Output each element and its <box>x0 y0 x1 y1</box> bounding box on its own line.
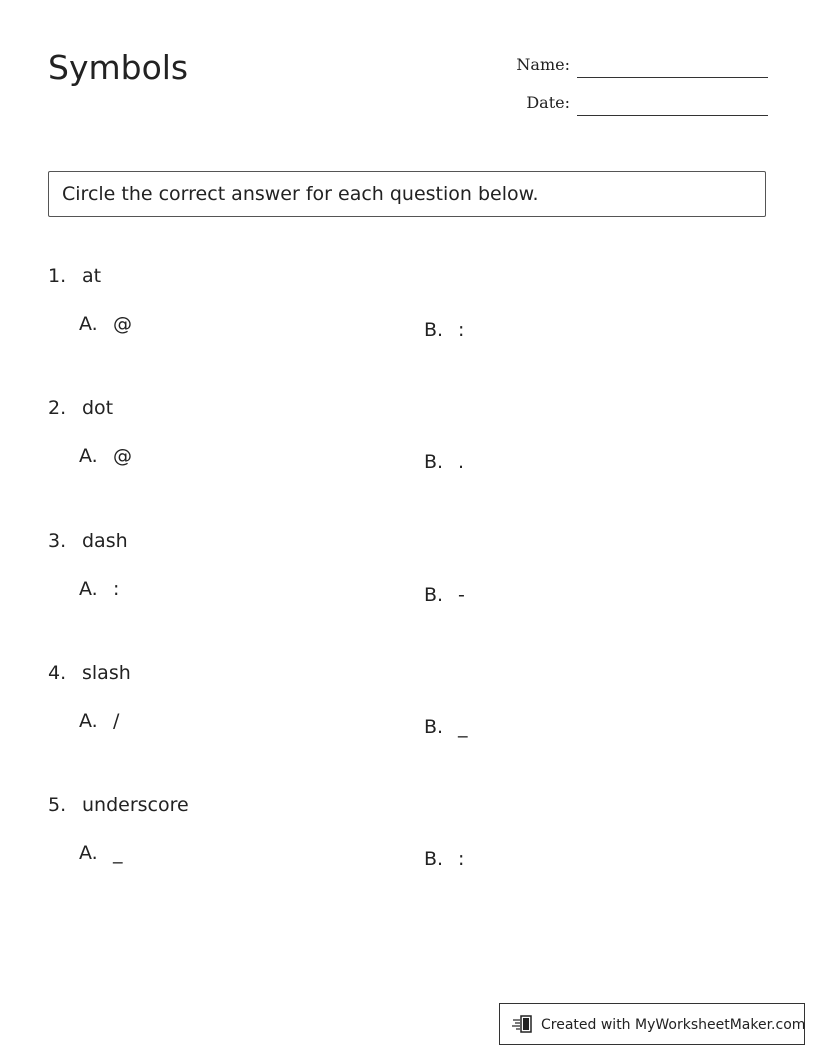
question-5 <box>48 793 768 903</box>
option-b[interactable] <box>424 318 464 342</box>
option-value: @ <box>113 445 132 467</box>
question-number: 4. <box>48 662 67 684</box>
option-letter: A. <box>79 313 98 335</box>
option-a[interactable] <box>79 312 132 336</box>
question-text: slash <box>82 662 131 684</box>
option-a[interactable] <box>79 444 132 468</box>
option-b[interactable] <box>424 847 464 871</box>
instructions-text: Circle the correct answer for each question below. <box>62 183 539 205</box>
option-letter: B. <box>424 848 444 870</box>
page-title: Symbols <box>48 48 189 87</box>
name-label: Name: <box>516 55 570 74</box>
option-letter: B. <box>424 319 444 341</box>
option-value: _ <box>113 842 123 864</box>
instructions-box <box>48 171 766 217</box>
name-field[interactable] <box>508 48 768 78</box>
question-3 <box>48 529 768 639</box>
question-number: 1. <box>48 265 67 287</box>
option-value: : <box>113 578 120 600</box>
option-letter: B. <box>424 716 444 738</box>
worksheet-maker-logo-icon <box>512 1014 534 1034</box>
date-field[interactable] <box>508 86 768 116</box>
option-value: @ <box>113 313 132 335</box>
option-value: . <box>458 451 465 473</box>
option-value: _ <box>458 716 468 738</box>
option-a[interactable] <box>79 577 119 601</box>
date-label: Date: <box>526 93 570 112</box>
question-text: dash <box>82 530 128 552</box>
option-letter: B. <box>424 451 444 473</box>
footer-credit-text: Created with MyWorksheetMaker.com <box>541 1017 806 1033</box>
option-value: : <box>458 848 465 870</box>
option-letter: A. <box>79 578 98 600</box>
footer-credit-badge[interactable] <box>499 1003 805 1045</box>
option-letter: A. <box>79 710 98 732</box>
question-1 <box>48 264 768 374</box>
option-value: - <box>458 584 465 606</box>
question-number: 2. <box>48 397 67 419</box>
question-2 <box>48 396 768 506</box>
option-b[interactable] <box>424 450 464 474</box>
name-line[interactable] <box>577 77 768 78</box>
date-line[interactable] <box>577 115 768 116</box>
question-text: dot <box>82 397 114 419</box>
question-text: underscore <box>82 794 189 816</box>
option-a[interactable] <box>79 841 123 865</box>
option-letter: A. <box>79 445 98 467</box>
option-value: / <box>113 710 120 732</box>
option-letter: B. <box>424 584 444 606</box>
option-letter: A. <box>79 842 98 864</box>
option-b[interactable] <box>424 715 468 739</box>
question-4 <box>48 661 768 771</box>
question-number: 3. <box>48 530 67 552</box>
question-text: at <box>82 265 102 287</box>
option-b[interactable] <box>424 583 465 607</box>
option-a[interactable] <box>79 709 119 733</box>
question-number: 5. <box>48 794 67 816</box>
option-value: : <box>458 319 465 341</box>
